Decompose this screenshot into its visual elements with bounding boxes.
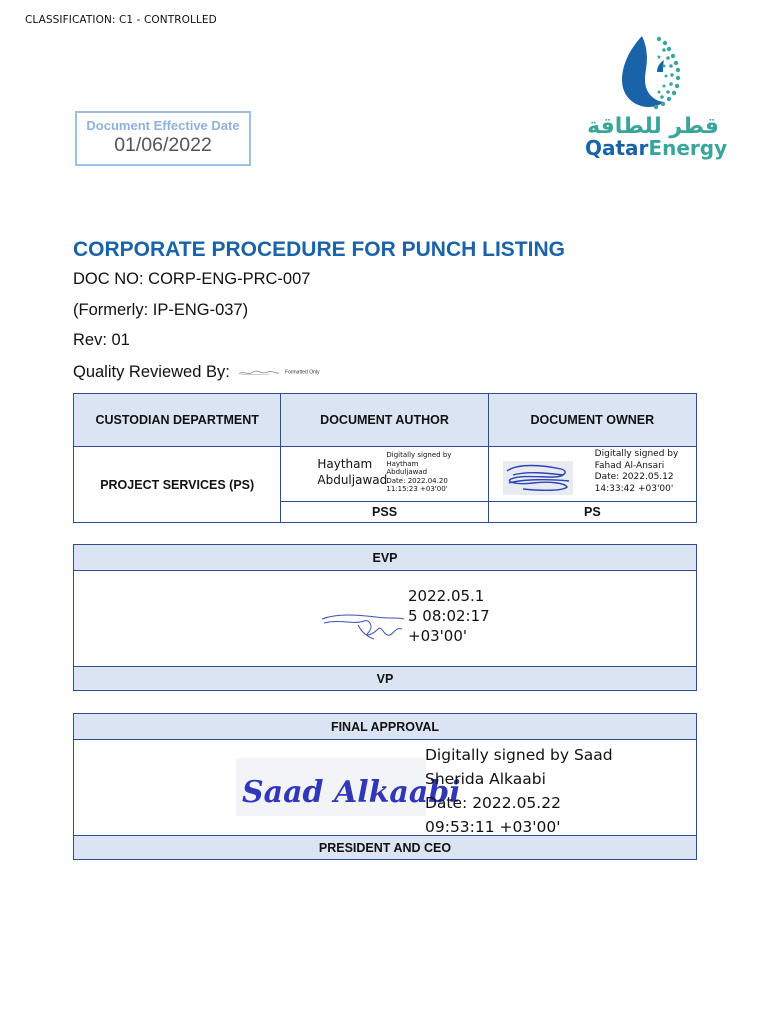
author-name-line1: Haytham [317, 457, 373, 471]
ceo-signature-script: Saad Alkaabi [242, 775, 461, 810]
author-signature-cell [281, 447, 488, 502]
logo-arabic-text: قطر للطاقة [587, 114, 719, 139]
owner-sign-line: Date: 2022.05.12 [594, 472, 674, 482]
author-sign-line: Abduljawad [386, 468, 428, 476]
ceo-sign-line: Date: 2022.05.22 [425, 794, 561, 812]
author-sign-line: Digitally signed by [386, 451, 452, 459]
document-title: CORPORATE PROCEDURE FOR PUNCH LISTING [73, 238, 565, 261]
owner-sign-line: Fahad Al-Ansari [594, 460, 665, 471]
owner-signature-cell [488, 447, 696, 502]
effective-date-value: 01/06/2022 [114, 134, 212, 156]
ceo-sign-line: Digitally signed by Saad [425, 746, 613, 764]
evp-signature-scribble [318, 607, 408, 647]
owner-department: PS [488, 502, 696, 523]
owner-signature-scribble [503, 461, 573, 495]
evp-sign-line: 2022.05.1 [408, 587, 485, 605]
evp-table [73, 544, 697, 691]
author-signature-name [317, 456, 387, 488]
evp-sign-line: +03'00' [408, 627, 467, 645]
formerly-number: (Formerly: IP-ENG-037) [73, 301, 249, 319]
revision: Rev: 01 [73, 331, 130, 349]
author-sign-line: 11:15:23 +03'00' [386, 485, 448, 493]
header-owner: DOCUMENT OWNER [488, 394, 696, 447]
doc-number: DOC NO: CORP-ENG-PRC-007 [73, 270, 311, 288]
logo-wordmark-energy: Energy [648, 136, 728, 160]
quality-reviewed-label: Quality Reviewed By: [73, 363, 230, 381]
quality-reviewed-note: Formatted Only [285, 369, 320, 376]
owner-sign-line: 14:33:42 +03'00' [594, 483, 674, 494]
evp-sign-line: 5 08:02:17 [408, 607, 490, 625]
ceo-signature-image [236, 758, 461, 816]
owner-sign-line: Digitally signed by [594, 449, 679, 459]
logo-wordmark-qatar: Qatar [585, 136, 649, 160]
evp-signature-cell [74, 571, 697, 667]
ceo-sign-line: Sherida Alkaabi [425, 770, 546, 788]
header-custodian: CUSTODIAN DEPARTMENT [74, 394, 281, 447]
company-logo [585, 30, 728, 165]
qatarenergy-logo-icon [585, 30, 725, 114]
owner-digital-signature [595, 449, 679, 495]
custodian-value: PROJECT SERVICES (PS) [74, 447, 281, 523]
header-author: DOCUMENT AUTHOR [281, 394, 488, 447]
president-ceo-footer: PRESIDENT AND CEO [74, 836, 697, 860]
evp-header: EVP [74, 545, 697, 571]
approval-table [73, 393, 697, 523]
quality-reviewer-signature [238, 369, 280, 377]
ceo-sign-line: 09:53:11 +03'00' [425, 818, 561, 836]
author-sign-line: Haytham [386, 459, 419, 468]
final-approval-table [73, 713, 697, 860]
classification-label: CLASSIFICATION: C1 - CONTROLLED [25, 14, 217, 26]
author-department: PSS [281, 502, 488, 523]
ceo-signature-cell [74, 740, 697, 836]
author-name-line2: Abduljawad [317, 473, 388, 487]
ceo-digital-signature [425, 743, 613, 839]
author-sign-line: Date: 2022.04.20 [386, 476, 448, 485]
quality-reviewed [73, 363, 319, 382]
effective-date-label: Document Effective Date [86, 118, 240, 133]
final-approval-header: FINAL APPROVAL [74, 714, 697, 740]
effective-date-box [75, 111, 251, 166]
logo-wordmark [585, 136, 728, 160]
vp-footer: VP [74, 667, 697, 691]
evp-digital-signature [408, 586, 490, 646]
author-digital-signature [386, 451, 451, 494]
